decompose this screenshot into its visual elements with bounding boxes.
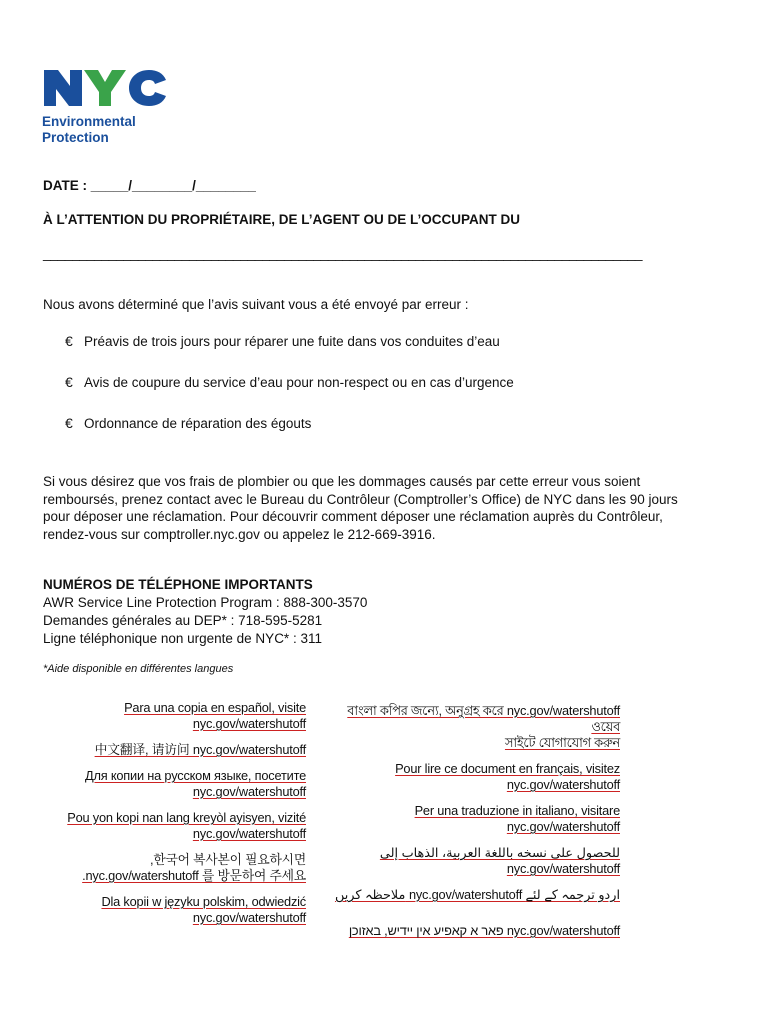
language-link: nyc.gov/watershutoff [192,716,306,731]
language-link: nyc.gov/watershutoff [506,861,620,876]
language-entry-haitian-creole [26,810,306,842]
phone-line: Demandes générales au DEP* : 718-595-5281 [43,613,323,628]
language-line: للحصول على نسخه باللغة العربية، الذهاب إلى [379,845,620,860]
language-line: Pou yon kopi nan lang kreyòl ayisyen, vizité [67,810,306,825]
language-entry-russian [26,768,306,800]
logo-line-1: Environmental [42,114,136,129]
option-label: Ordonnance de réparation des égouts [84,416,312,431]
language-link: nyc.gov/watershutoff [192,784,306,799]
language-link: nyc.gov/watershutoff [192,826,306,841]
language-entry-yiddish [320,923,620,939]
notice-options [65,333,514,456]
language-link: nyc.gov/watershutoff [506,777,620,792]
phone-line: AWR Service Line Protection Program : 888-300-3570 [43,595,368,610]
checkbox-icon: € [65,374,73,390]
language-line: Для копии на русском языке, посетите [85,768,306,783]
language-line: 中文翻译, 请访问 nyc.gov/watershutoff [94,742,306,757]
language-link: .nyc.gov/watershutoff 를 방문하여 주세요 [82,868,306,883]
nyc-logo-icon [42,66,168,110]
option-item [65,415,514,456]
address-blank-line: __________________________________________________________________________________ [43,246,643,261]
language-entry-spanish [26,700,306,732]
language-entry-bengali [320,703,620,751]
phone-line: Ligne téléphonique non urgente de NYC* : 311 [43,631,322,646]
option-label: Préavis de trois jours pour réparer une fuite dans vos conduites d’eau [84,334,500,349]
logo-wordmark [42,114,172,146]
phone-numbers-heading: NUMÉROS DE TÉLÉPHONE IMPORTANTS [43,577,313,592]
attention-heading: À L’ATTENTION DU PROPRIÉTAIRE, DE L’AGENT OU DE L’OCCUPANT DU [43,212,521,227]
language-line: সাইটে যোগাযোগ করুন [504,735,620,750]
language-entry-italian [320,803,620,835]
language-entry-french [320,761,620,793]
language-entry-korean [26,852,306,884]
language-entry-arabic [320,845,620,877]
language-link: nyc.gov/watershutoff [192,910,306,925]
checkbox-icon: € [65,415,73,431]
language-line: Dla kopii w języku polskim, odwiedzić [101,894,306,909]
language-link: nyc.gov/watershutoff [506,819,620,834]
language-line: Pour lire ce document en français, visitez [395,761,620,776]
languages-column-right [320,703,620,939]
option-item [65,374,514,415]
languages-column-left [26,700,306,926]
date-field: DATE : _____/________/________ [43,178,256,193]
checkbox-icon: € [65,333,73,349]
language-line: פאר א קאפיע אין יידיש, באזוכן nyc.gov/watershutoff [348,923,620,938]
language-line: Para una copia en español, visite [124,700,306,715]
intro-text: Nous avons déterminé que l’avis suivant vous a été envoyé par erreur : [43,297,469,312]
language-help-note: *Aide disponible en différentes langues [43,663,234,675]
language-line: ملاحظہ کریں nyc.gov/watershutoff اردو ترجمہ کے لئے [334,887,620,902]
language-entry-polish [26,894,306,926]
logo-line-2: Protection [42,130,109,145]
reimbursement-paragraph: Si vous désirez que vos frais de plombier ou que les dommages causés par cette erreur vous soient remboursés, prenez contact avec le Bureau du Contrôleur (Comptroller’s Office) de NYC dans les 90 jours pour déposer une réclamation. Pour découvrir comment déposer une réclamation auprès du Contrôleur, rendez-vous sur comptroller.nyc.gov ou appelez le 212-669-3916. [43,474,678,542]
language-entry-chinese [26,742,306,758]
option-label: Avis de coupure du service d’eau pour non-respect ou en cas d’urgence [84,375,514,390]
nyc-dep-logo [42,66,172,146]
language-entry-urdu [320,887,620,903]
phone-numbers-section [43,576,367,648]
language-line: Per una traduzione in italiano, visitare [414,803,620,818]
language-line: বাংলা কপির জন্যে, অনুগ্রহ করে nyc.gov/watershutoff ওয়েব [347,703,620,734]
language-line: ,한국어 복사본이 필요하시면 [149,852,306,867]
option-item [65,333,514,374]
